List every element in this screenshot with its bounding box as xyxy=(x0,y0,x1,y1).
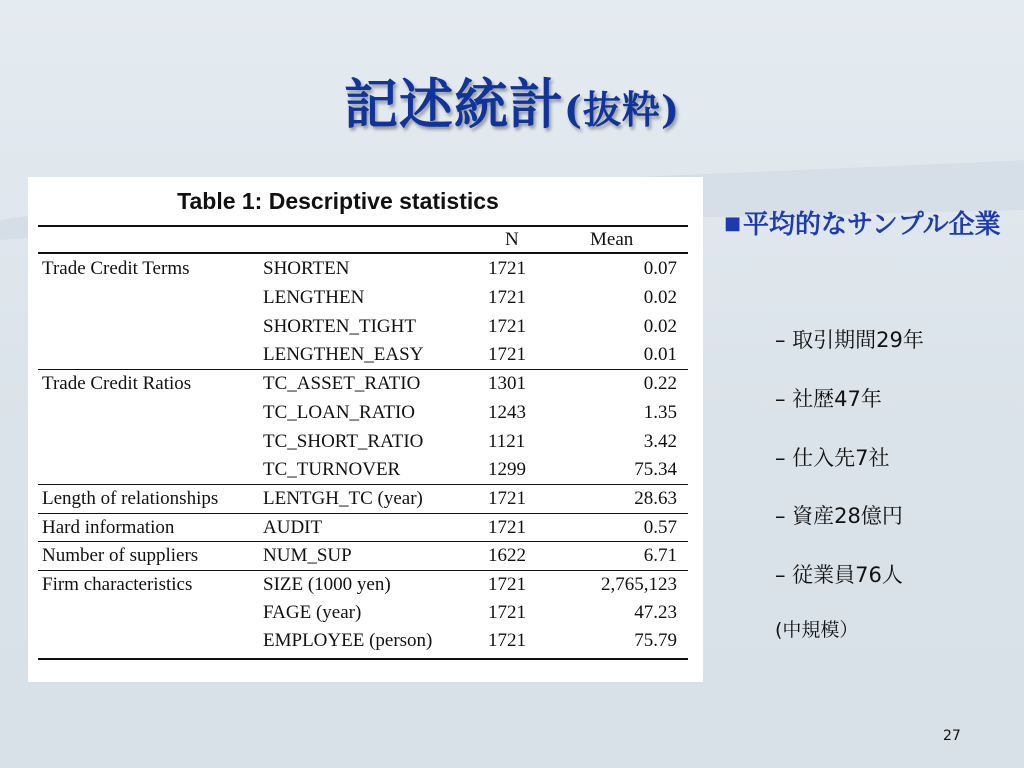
variable-name: LENGTHEN_EASY xyxy=(263,344,424,365)
mean-value: 0.57 xyxy=(643,517,677,538)
variable-name: TC_LOAN_RATIO xyxy=(263,402,415,423)
n-value: 1299 xyxy=(488,459,526,480)
group-label: Trade Credit Terms xyxy=(42,258,190,279)
mean-value: 2,765,123 xyxy=(601,574,677,595)
group-divider xyxy=(38,570,688,571)
mean-value: 75.34 xyxy=(634,459,677,480)
variable-name: TC_SHORT_RATIO xyxy=(263,431,424,452)
page-number: 27 xyxy=(943,728,961,744)
mean-value: 0.02 xyxy=(643,316,677,337)
variable-name: TC_ASSET_RATIO xyxy=(263,373,421,394)
n-value: 1721 xyxy=(488,517,526,538)
mean-value: 0.02 xyxy=(643,287,677,308)
variable-name: EMPLOYEE (person) xyxy=(263,630,433,651)
group-label: Number of suppliers xyxy=(42,545,199,566)
table-top-rule xyxy=(38,225,688,227)
mean-value: 0.22 xyxy=(643,373,677,394)
sub-bullet: – 社歴47年 xyxy=(775,387,882,411)
mean-value: 1.35 xyxy=(643,402,677,423)
n-value: 1721 xyxy=(488,344,526,365)
variable-name: FAGE (year) xyxy=(263,602,362,623)
variable-name: AUDIT xyxy=(263,517,323,538)
sub-bullet: – 仕入先7社 xyxy=(775,446,890,470)
n-value: 1301 xyxy=(488,373,526,394)
variable-name: SHORTEN xyxy=(263,258,350,279)
mean-value: 6.71 xyxy=(643,545,677,566)
group-label: Hard information xyxy=(42,517,175,538)
mean-value: 0.07 xyxy=(643,258,677,279)
n-value: 1721 xyxy=(488,258,526,279)
sub-bullet: – 取引期間29年 xyxy=(775,328,924,352)
bullet-main xyxy=(724,192,1014,257)
group-label: Trade Credit Ratios xyxy=(42,373,192,394)
mean-value: 0.01 xyxy=(643,344,677,365)
bullet-main-text: 平均的なサンプル企業 xyxy=(743,210,1001,240)
square-bullet-icon: ■ xyxy=(724,213,742,234)
group-label: Firm characteristics xyxy=(42,574,193,595)
variable-name: LENGTHEN xyxy=(263,287,365,308)
n-value: 1721 xyxy=(488,574,526,595)
n-value: 1721 xyxy=(488,287,526,308)
mean-value: 47.23 xyxy=(634,602,677,623)
slide-title xyxy=(0,62,1024,139)
header-n: N xyxy=(505,229,519,250)
n-value: 1622 xyxy=(488,545,526,566)
table-caption: Table 1: Descriptive statistics xyxy=(177,188,499,214)
n-value: 1721 xyxy=(488,630,526,651)
table-bottom-rule xyxy=(38,658,688,660)
group-divider xyxy=(38,369,688,370)
summary-bullets xyxy=(724,192,1014,257)
variable-name: LENTGH_TC (year) xyxy=(263,488,423,509)
n-value: 1721 xyxy=(488,488,526,509)
descriptive-stats-table xyxy=(28,177,703,682)
n-value: 1243 xyxy=(488,402,526,423)
variable-name: SHORTEN_TIGHT xyxy=(263,316,416,337)
sub-bullet: – 従業員76人 xyxy=(775,563,903,587)
group-divider xyxy=(38,513,688,514)
header-mean: Mean xyxy=(590,229,634,250)
mean-value: 75.79 xyxy=(634,630,677,651)
variable-name: NUM_SUP xyxy=(263,545,352,566)
sub-bullet: – 資産28億円 xyxy=(775,504,903,528)
n-value: 1121 xyxy=(488,431,526,452)
mean-value: 3.42 xyxy=(643,431,677,452)
variable-name: TC_TURNOVER xyxy=(263,459,401,480)
variable-name: SIZE (1000 yen) xyxy=(263,574,391,595)
group-divider xyxy=(38,484,688,485)
group-label: Length of relationships xyxy=(42,488,219,509)
title-main: 記述統計 xyxy=(344,73,565,136)
n-value: 1721 xyxy=(488,316,526,337)
mean-value: 28.63 xyxy=(634,488,677,509)
n-value: 1721 xyxy=(488,602,526,623)
header-rule xyxy=(38,252,688,254)
title-suffix: (抜粋) xyxy=(564,87,680,132)
size-note: (中規模） xyxy=(775,619,859,641)
group-divider xyxy=(38,541,688,542)
